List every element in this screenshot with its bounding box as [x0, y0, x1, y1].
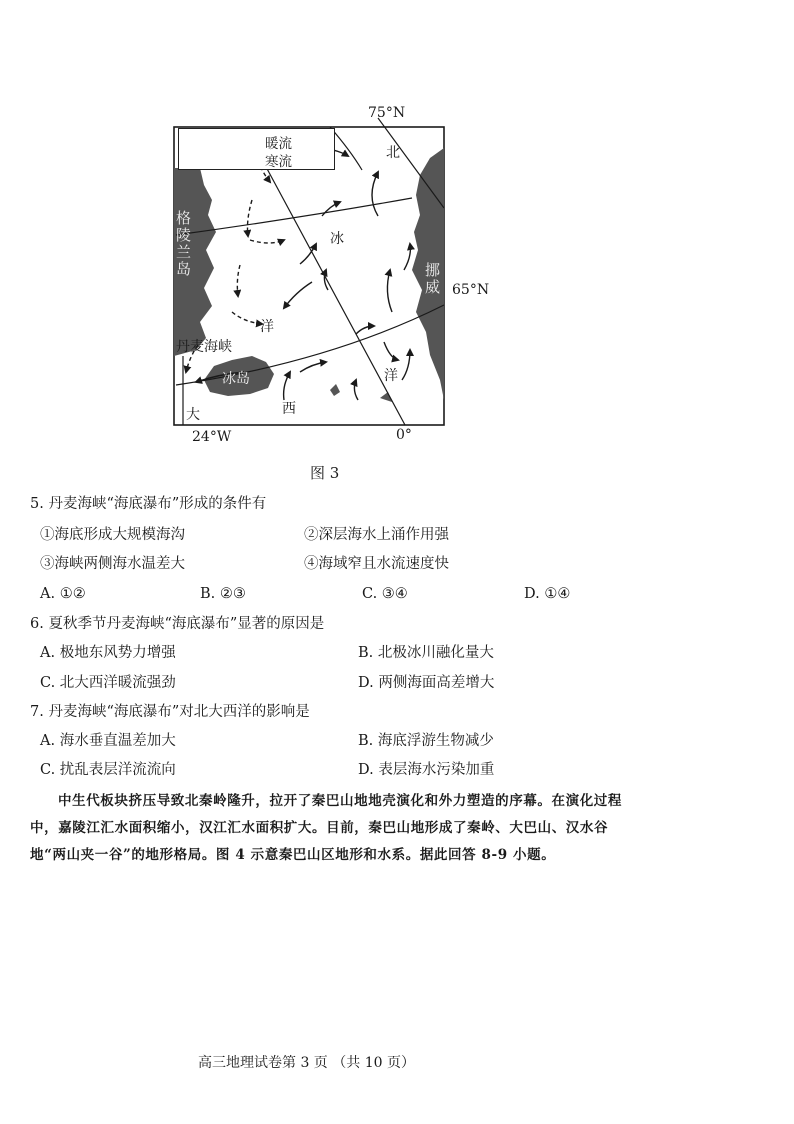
passage-8-9: 中生代板块挤压导致北秦岭隆升，拉开了秦巴山地地壳演化和外力塑造的序幕。在演化过程中，嘉陵江汇水面积缩小，汉江汇水面积扩大。目前，秦巴山地形成了秦岭、大巴山、汉水谷地“两山夹一谷”的地形格局。图 4 示意秦巴山区地形和水系。据此回答 8-9 小题。 — [30, 793, 622, 863]
q5-option-d: D. ①④ — [524, 586, 571, 602]
page-footer: 高三地理试卷第 3 页 （共 10 页） — [198, 1055, 415, 1071]
label-0deg: 0° — [396, 427, 412, 443]
label-yang1: 洋 — [260, 319, 274, 335]
q6-option-d: D. 两侧海面高差增大 — [358, 675, 495, 691]
legend-cold-label: 寒流 — [265, 154, 292, 170]
legend-warm-label: 暖流 — [265, 136, 292, 152]
label-yang2: 洋 — [384, 368, 398, 384]
label-24w: 24°W — [192, 429, 232, 445]
figure-caption: 图 3 — [310, 464, 340, 482]
label-xi: 西 — [282, 401, 296, 417]
label-da: 大 — [186, 407, 200, 423]
q7-option-c: C. 扰乱表层洋流流向 — [40, 762, 176, 778]
label-75n: 75°N — [368, 105, 406, 121]
q5-option-b: B. ②③ — [200, 586, 246, 602]
q5-statement-1: ①海底形成大规模海沟 — [40, 527, 185, 543]
q5-statement-4: ④海域窄且水流速度快 — [304, 556, 449, 572]
q7-option-a: A. 海水垂直温差加大 — [40, 733, 176, 749]
label-norway: 挪威 — [425, 261, 441, 296]
label-bei: 北 — [386, 145, 400, 161]
map-legend — [178, 128, 335, 170]
map-figure — [0, 0, 794, 450]
q5-statement-3: ③海峡两侧海水温差大 — [40, 556, 185, 572]
q7-option-d: D. 表层海水污染加重 — [358, 762, 495, 778]
label-65n: 65°N — [452, 282, 490, 298]
q6-option-b: B. 北极冰川融化量大 — [358, 645, 494, 661]
q5-statement-2: ②深层海水上涌作用强 — [304, 527, 449, 543]
label-bing: 冰 — [330, 231, 344, 247]
q5-option-c: C. ③④ — [362, 586, 408, 602]
label-denmark-strait: 丹麦海峡 — [176, 339, 232, 355]
q7-option-b: B. 海底浮游生物减少 — [358, 733, 494, 749]
question-7-stem: 7. 丹麦海峡“海底瀑布”对北大西洋的影响是 — [30, 704, 310, 720]
q6-option-a: A. 极地东风势力增强 — [40, 645, 176, 661]
question-5-stem: 5. 丹麦海峡“海底瀑布”形成的条件有 — [30, 496, 267, 512]
label-iceland: 冰岛 — [222, 371, 250, 387]
q5-option-a: A. ①② — [40, 586, 86, 602]
q6-option-c: C. 北大西洋暖流强劲 — [40, 675, 176, 691]
question-6-stem: 6. 夏秋季节丹麦海峡“海底瀑布”显著的原因是 — [30, 616, 325, 632]
label-greenland: 格陵兰岛 — [176, 209, 192, 278]
